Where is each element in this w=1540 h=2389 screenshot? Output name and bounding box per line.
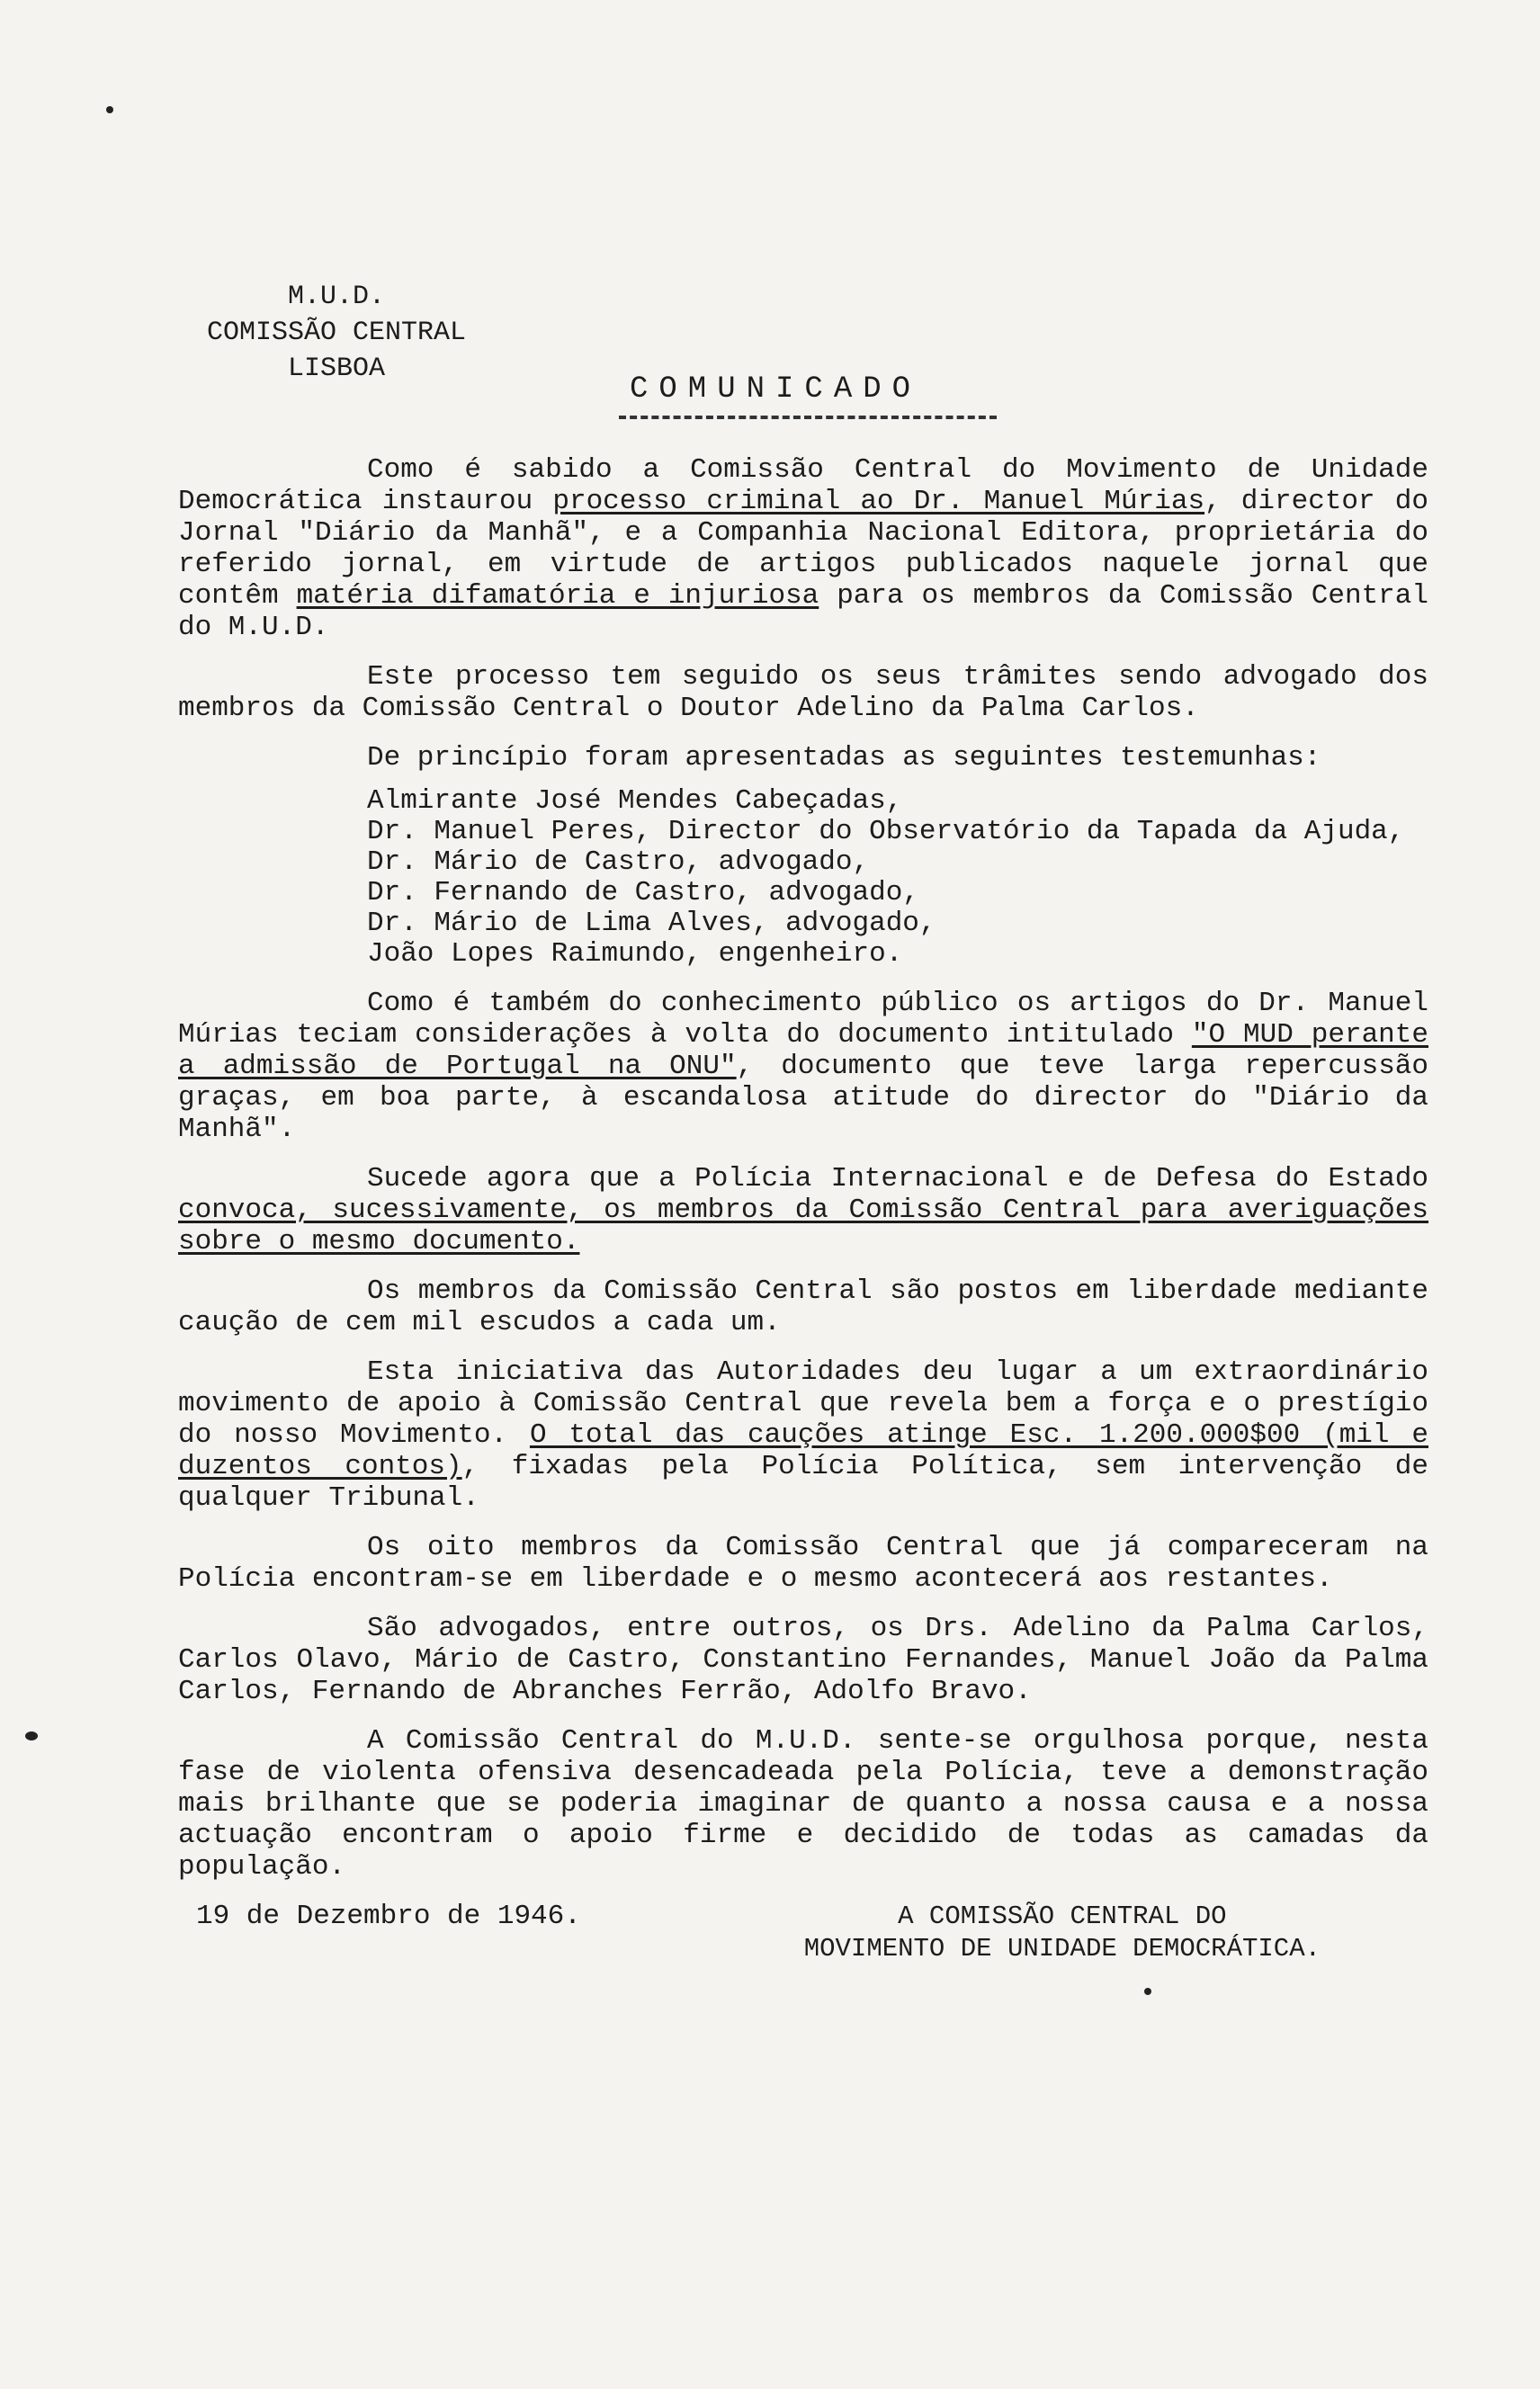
witness-item: Dr. Fernando de Castro, advogado, (367, 877, 919, 908)
city-name: LISBOA (288, 353, 386, 384)
text: , director do Jornal "Diário da Manhã", e a Companhia Nacional Editora, proprietária do referido jornal, em virtude de artigos publicados naquele jornal que contêm (178, 486, 1428, 612)
document-body (178, 454, 1428, 1965)
witness-item: Dr. Mário de Lima Alves, advogado, (367, 908, 936, 939)
witness-item: Dr. Manuel Peres, Director do Observatório da Tapada da Ajuda, (367, 816, 1405, 847)
witness-list (367, 786, 1428, 970)
signature-line: MOVIMENTO DE UNIDADE DEMOCRÁTICA. (803, 1934, 1321, 1964)
paragraph-5 (178, 1163, 1428, 1257)
witness-item: Almirante José Mendes Cabeçadas, (367, 785, 903, 817)
paragraph-8: Os oito membros da Comissão Central que já compareceram na Polícia encontram-se em liberdade e o mesmo acontecerá aos restantes. (178, 1532, 1428, 1595)
paragraph-3: De princípio foram apresentadas as seguintes testemunhas: (367, 742, 1321, 774)
witness-item: João Lopes Raimundo, engenheiro. (367, 938, 903, 970)
ink-speck (106, 106, 113, 113)
paragraph-4 (178, 988, 1428, 1145)
ink-speck (1144, 1988, 1151, 1995)
document-title: COMUNICADO (630, 372, 922, 407)
paragraph-10: A Comissão Central do M.U.D. sente-se orgulhosa porque, nesta fase de violenta ofensiva desencadeada pela Polícia, teve a demonstração mais brilhante que se poderia imaginar de quanto a nossa causa e a nossa actuação encontram o apoio firme e decidido de todas as camadas da população. (178, 1725, 1428, 1883)
title-underline (619, 416, 997, 419)
underlined-text: "O MUD perante a admissão de Portugal na ONU" (178, 1019, 1428, 1082)
signature-line: A COMISSÃO CENTRAL DO (898, 1901, 1227, 1931)
paragraph-6: Os membros da Comissão Central são postos em liberdade mediante caução de cem mil escudos a cada um. (178, 1275, 1428, 1338)
underlined-text: convoca, sucessivamente, os membros da Comissão Central para averiguações sobre o mesmo documento. (178, 1194, 1428, 1257)
text: , fixadas pela Polícia Política, sem intervenção de qualquer Tribunal. (178, 1451, 1428, 1514)
text: para os membros da Comissão Central do M.U.D. (178, 580, 1428, 643)
text: Como é também do conhecimento público os artigos do Dr. Manuel Múrias teciam considerações à volta do documento intitulado (178, 988, 1428, 1051)
text: , documento que teve larga repercussão graças, em boa parte, à escandalosa atitude do director do "Diário da Manhã". (178, 1051, 1429, 1145)
paragraph-9: São advogados, entre outros, os Drs. Adelino da Palma Carlos, Carlos Olavo, Mário de Castro, Constantino Fernandes, Manuel João da Palma Carlos, Fernando de Abranches Ferrão, Adolfo Bravo. (178, 1613, 1428, 1707)
paragraph-7 (178, 1356, 1428, 1514)
signature-block (804, 1901, 1321, 1965)
ink-speck (25, 1731, 38, 1740)
witness-item: Dr. Mário de Castro, advogado, (367, 846, 870, 878)
underlined-text: matéria difamatória e injuriosa (296, 580, 819, 612)
paragraph-2: Este processo tem seguido os seus trâmites sendo advogado dos membros da Comissão Central o Doutor Adelino da Palma Carlos. (178, 661, 1428, 724)
org-acronym: M.U.D. (288, 282, 386, 312)
underlined-text: processo criminal ao Dr. Manuel Múrias (552, 486, 1205, 517)
paragraph-1 (178, 454, 1428, 643)
text: Como é sabido a Comissão Central do Movimento de Unidade Democrática instaurou (178, 454, 1428, 517)
document-footer (178, 1901, 1428, 1965)
commission-name: COMISSÃO CENTRAL (207, 318, 467, 348)
text: Esta iniciativa das Autoridades deu lugar a um extraordinário movimento de apoio à Comissão Central que revela bem a força e o prestígio do nosso Movimento. (178, 1356, 1428, 1451)
document-date: 19 de Dezembro de 1946. (196, 1901, 581, 1932)
letterhead (207, 279, 466, 387)
text: Sucede agora que a Polícia Internacional e de Defesa do Estado (367, 1163, 1428, 1194)
underlined-text: O total das cauções atinge Esc. 1.200.000$00 (mil e duzentos contos) (178, 1419, 1428, 1482)
